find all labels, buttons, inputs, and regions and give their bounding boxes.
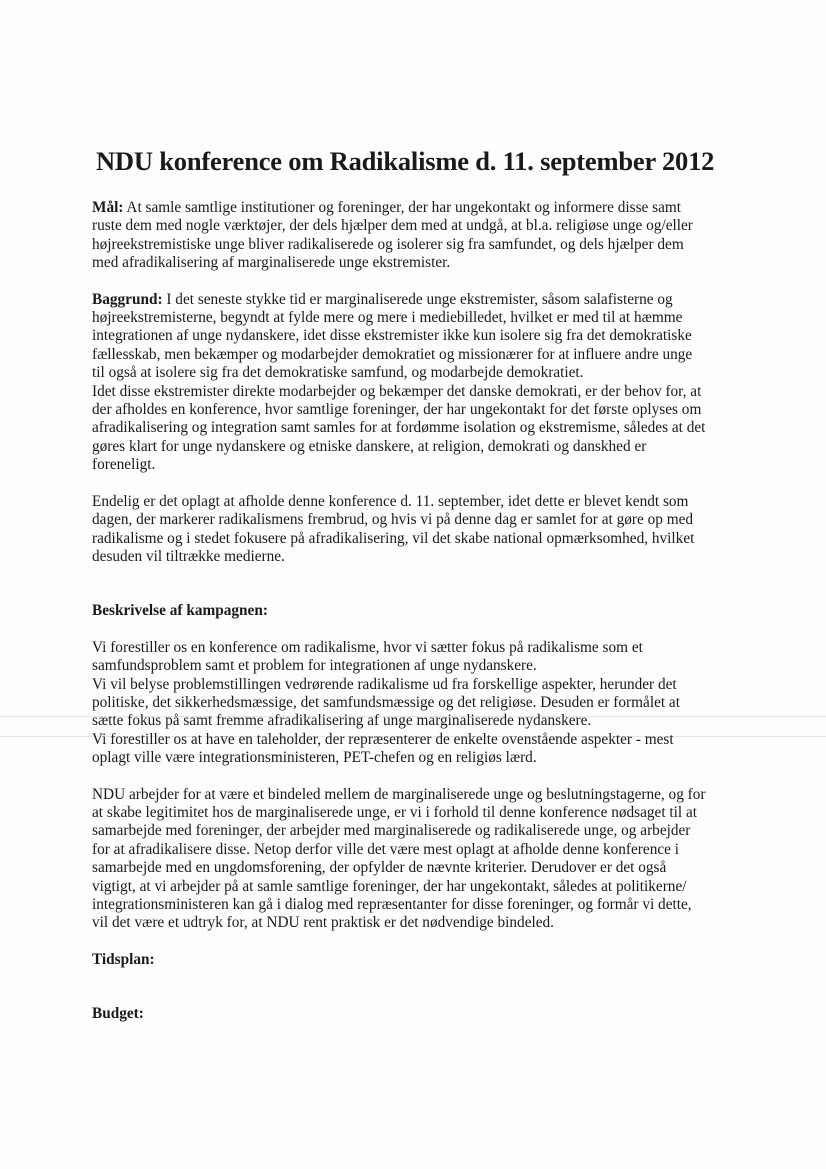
sept11-line: radikalisme og i stedet fokusere på afradikalisering, vil det skabe national opmærksomhed, hvilket: [92, 529, 695, 547]
ndu-line: NDU arbejder for at være et bindeled mellem de marginaliserede unge og beslutningstagerne, og for: [92, 785, 706, 803]
campaign-heading: Beskrivelse af kampagnen:: [92, 602, 268, 620]
background-line: foreneligt.: [92, 456, 156, 474]
sept11-line: desuden vil tiltrække medierne.: [92, 547, 285, 565]
background-line: der afholdes en konference, hvor samtlige foreninger, der har ungekontakt for det første oplyses om: [92, 401, 702, 419]
background-line: til også at isolere sig fra det demokratiske samfund, og modarbejde demokratiet.: [92, 364, 584, 382]
ndu-line: vigtigt, at vi arbejder på at samle samtlige foreninger, der har ungekontakt, således at politikerne/: [92, 877, 687, 895]
campaign-line: Vi forestiller os en konference om radikalisme, hvor vi sætter fokus på radikalisme som et: [92, 638, 643, 656]
background-line-1: Baggrund: I det seneste stykke tid er marginaliserede unge ekstremister, såsom salafisterne og: [92, 290, 673, 308]
ndu-line: for at afradikalisere disse. Netop derfor ville det være mest oplagt at afholde denne konference i: [92, 840, 679, 858]
ndu-line: at skabe legitimitet hos de marginaliserede unge, er vi i forhold til denne konference nødsaget til at: [92, 803, 698, 821]
document-title: NDU konference om Radikalisme d. 11. september 2012: [96, 146, 715, 176]
background-line: gøres klart for unge nydanskere og etniske danskere, at religion, demokrati og danskhed er: [92, 437, 647, 455]
campaign-line: samfundsproblem samt et problem for integrationen af unge nydanskere.: [92, 657, 537, 675]
background-line: afradikalisering og integration samt samles for at fordømme isolation og ekstremisme, således at det: [92, 419, 706, 437]
schedule-heading: Tidsplan:: [92, 950, 155, 968]
background-line: højreekstremisterne, begyndt at fylde mere og mere i mediebilledet, hvilket er med til at hæmme: [92, 309, 683, 327]
goal-line: med afradikalisering af marginaliserede unge ekstremister.: [92, 254, 451, 272]
sept11-paragraph: [92, 493, 742, 567]
goal-label: Mål:: [92, 199, 124, 216]
goal-line-1: Mål: At samle samtlige institutioner og foreninger, der har ungekontakt og informere disse samt: [92, 199, 682, 216]
ndu-paragraph: [92, 786, 742, 933]
campaign-paragraph: [92, 639, 742, 768]
ndu-line: integrationsministeren kan gå i dialog med repræsentanter for disse foreninger, og formår vi dette,: [92, 896, 692, 913]
document-body: [92, 146, 742, 1024]
goal-paragraph: [92, 199, 742, 273]
sept11-line: Endelig er det oplagt at afholde denne konference d. 11. september, idet dette er blevet kendt som: [92, 492, 689, 510]
campaign-line: Vi vil belyse problemstillingen vedrørende radikalisme ud fra forskellige aspekter, herunder det: [92, 675, 677, 693]
ndu-line: samarbejde med en ungdomsforening, der opfylder de nævnte kriterier. Derudover er det også: [92, 859, 667, 877]
background-line: integrationen af unge nydanskere, idet disse ekstremister ikke kun isolere sig fra det demokratiske: [92, 327, 692, 345]
budget-heading: Budget:: [92, 1005, 144, 1023]
sept11-line: dagen, der markerer radikalismens frembrud, og hvis vi på denne dag er samlet for at gøre op med: [92, 511, 694, 529]
campaign-line: oplagt ville være integrationsministeren, PET-chefen og en religiøs lærd.: [92, 749, 537, 767]
background-paragraph: [92, 291, 742, 475]
ndu-line: samarbejde med foreninger, der arbejder med marginaliserede og radikaliserede unge, og arbejder: [92, 822, 691, 840]
goal-line: ruste dem med nogle værktøjer, der dels hjælper dem med at undgå, at bl.a. religiøse unge og/eller: [92, 217, 693, 235]
background-line: Idet disse ekstremister direkte modarbejder og bekæmper det danske demokrati, er der behov for, at: [92, 382, 702, 400]
background-line: fællesskab, men bekæmper og modarbejder demokratiet og missionærer for at influere andre unge: [92, 345, 693, 363]
campaign-line: politiske, det sikkerhedsmæssige, det samfundsmæssige og det religiøse. Desuden er formålet at: [92, 693, 680, 711]
campaign-line: sætte fokus på samt fremme afradikalisering af unge marginaliserede nydanskere.: [92, 712, 592, 730]
goal-line: højreekstremistiske unge bliver radikaliserede og isolerer sig fra samfundet, og dels hjælper dem: [92, 235, 684, 253]
ndu-line: vil det være et udtryk for, at NDU rent praktisk er det nødvendige bindeled.: [92, 914, 554, 932]
campaign-line: Vi forestiller os at have en taleholder, der repræsenterer de enkelte ovenstående aspekter - mest: [92, 730, 674, 748]
background-label: Baggrund:: [92, 290, 163, 308]
